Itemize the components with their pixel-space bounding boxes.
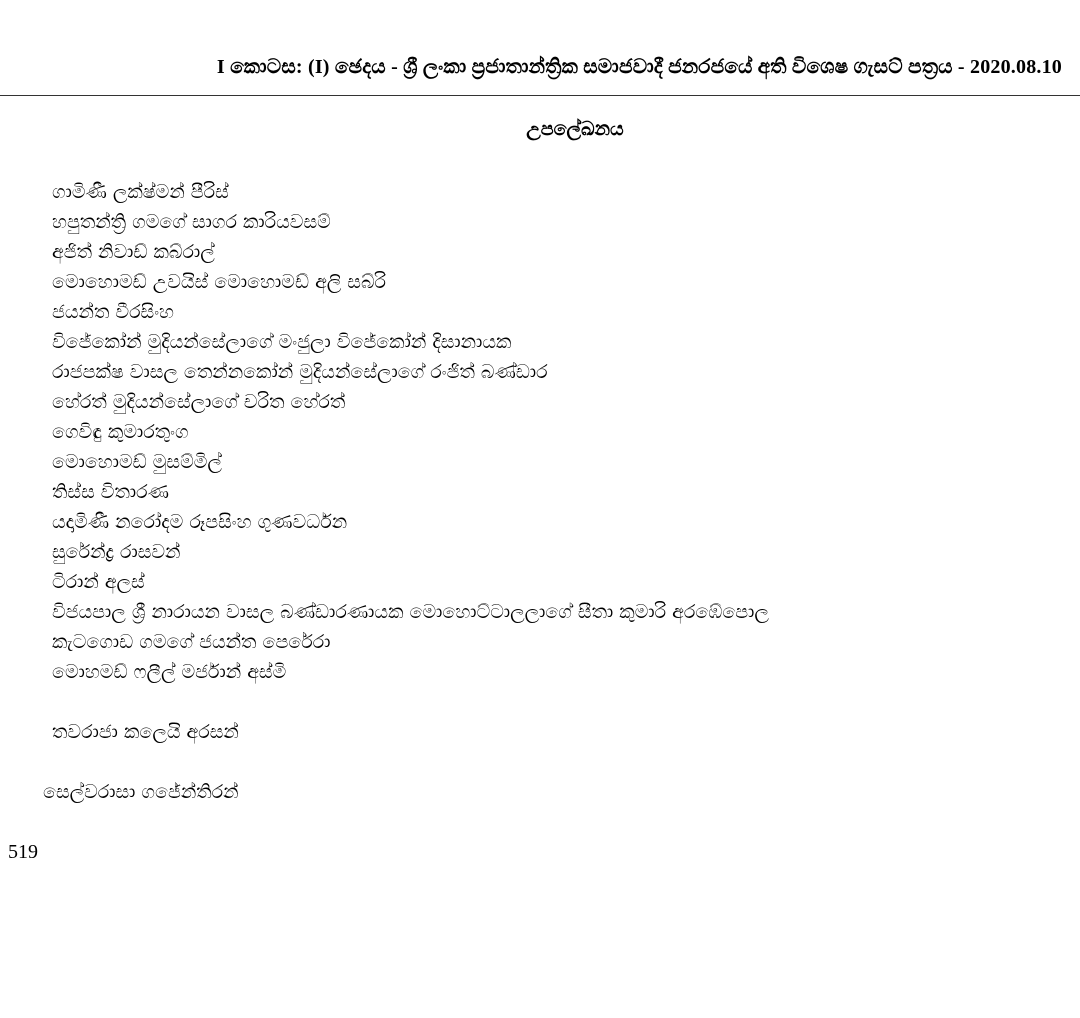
name-item: විජයපාල ශ්‍රී නාරායන වාසල බණ්ඩාරණායක මොහොට්ටාලලාගේ සීතා කුමාරි අරඹේපොල xyxy=(52,601,769,623)
header-divider xyxy=(0,95,1080,96)
name-item: ගාමිණී ලක්ෂ්මන් පීරිස් xyxy=(52,181,229,203)
name-item: තිස්ස විතාරණ xyxy=(52,481,169,503)
name-item: මොහොමඩ් උවයිස් මොහොමඩ් අලි සබ්රි xyxy=(52,271,387,293)
name-item-extra: තවරාජා කලෙයි අරසන් xyxy=(52,721,239,743)
name-item-last: සෙල්වරාසා ගජේන්තිරන් xyxy=(43,781,239,803)
section-title: උපලේඛනය xyxy=(526,118,624,140)
name-item: විජේකෝන් මුදියන්සේලාගේ මංජුලා විජේකෝන් දිසානායක xyxy=(52,331,512,353)
name-item: මොහොමඩ් මුසම්මිල් xyxy=(52,451,222,473)
name-item: රාජපක්ෂ වාසල තෙන්නකෝන් මුදියන්සේලාගේ රංජිත් බණ්ඩාර xyxy=(52,361,548,383)
name-item: අජිත් නිවාඩ් කබ්රාල් xyxy=(52,241,215,263)
name-item: සුරේන්ද්‍ර රාසවන් xyxy=(52,541,181,563)
name-item: හේරත් මුදියන්සේලාගේ චරිත හේරත් xyxy=(52,391,346,413)
name-item: ටිරාන් අලස් xyxy=(52,571,145,593)
page-number: 519 xyxy=(8,841,38,863)
name-item: ජයන්ත වීරසිංහ xyxy=(52,301,174,323)
name-item: ගෙවිඳු කුමාරතුංග xyxy=(52,421,189,443)
name-item: යදාමිණී නරෝදම රූපසිංහ ගුණවර්ධන xyxy=(52,511,348,533)
name-item: මොහමඩ් ෆලීල් මර්ජාන් අස්මි xyxy=(52,661,287,683)
name-item: කැටගොඩ ගමගේ ජයන්ත පෙරේරා xyxy=(52,631,331,653)
gazette-header: I කොටස: (I) ඡෙදය - ශ්‍රී ලංකා ප්‍රජාතාන්ත්‍රික සමාජවාදී ජනරජයේ අති විශෙෂ ගැසට් පත්‍රය - 2020.08.10 xyxy=(216,56,1062,78)
names-list xyxy=(52,177,769,687)
name-item: හපුතන්ත්‍රි ගමගේ සාගර කාරියවසම් xyxy=(52,211,331,233)
